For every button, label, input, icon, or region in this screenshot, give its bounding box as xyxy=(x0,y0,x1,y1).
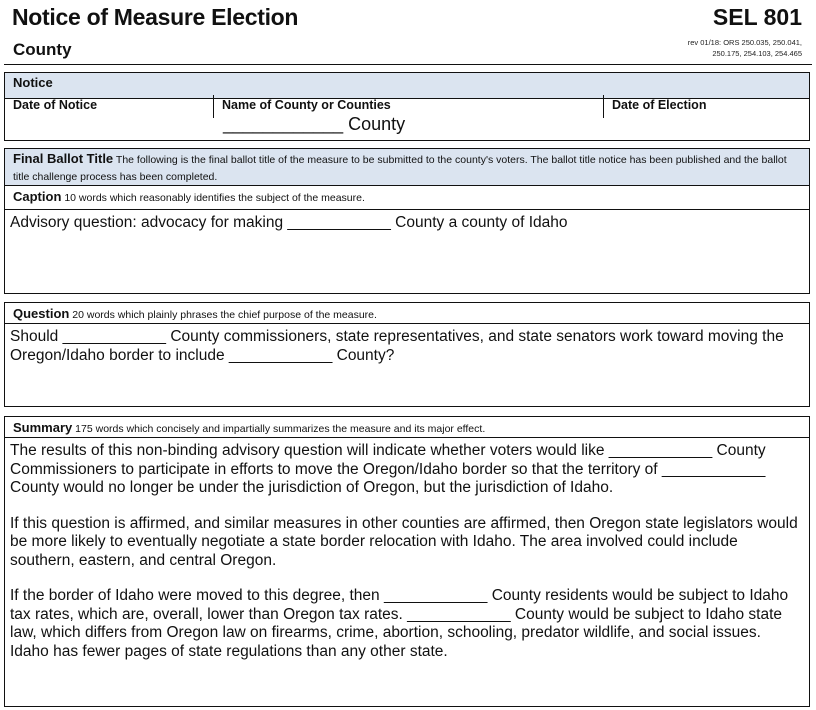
page-subtitle: County xyxy=(13,40,72,59)
date-of-notice-label: Date of Notice xyxy=(13,98,98,112)
caption-text[interactable]: Advisory question: advocacy for making ____________ County a county of Idaho xyxy=(10,214,568,231)
final-ballot-title-header xyxy=(5,149,809,186)
summary-header xyxy=(5,417,809,438)
revision-line-2: 250.175, 254.103, 254.465 xyxy=(712,49,802,58)
question-instruction: 20 words which plainly phrases the chief purpose of the measure. xyxy=(72,309,377,321)
summary-paragraph: The results of this non-binding advisory question will indicate whether voters would like ____________ County Commissioners to participate in efforts to move the Oregon/Idaho border so that the territory of ____________ County would no longer be under the jurisdiction of Oregon, but the jurisdiction of Idaho. xyxy=(10,442,766,496)
revision-note xyxy=(688,37,802,59)
caption-label: Caption xyxy=(13,189,62,204)
final-ballot-title-label: Final Ballot Title xyxy=(13,151,114,166)
header-divider xyxy=(4,64,812,65)
question-label: Question xyxy=(13,306,70,321)
summary-paragraph: If the border of Idaho were moved to this degree, then ____________ County residents would be subject to Idaho tax rates, which are, overall, lower than Oregon tax rates. ____________ County would be subject to Idaho state law, which differs from Oregon law on firearms, crime, abortion, schooling, predator wildlife, and social issues. Idaho has fewer pages of state regulations than any other state. xyxy=(10,587,789,660)
summary-label: Summary xyxy=(13,420,73,435)
final-ballot-title-section xyxy=(4,148,810,294)
summary-paragraph: If this question is affirmed, and similar measures in other counties are affirmed, then Oregon state legislators would be more likely to eventually negotiate a state border relocation with Idaho. The area involved could include southern, eastern, and central Oregon. xyxy=(10,514,798,569)
notice-header: Notice xyxy=(5,73,809,99)
question-section xyxy=(4,302,810,407)
county-name-field[interactable]: ____________ County xyxy=(223,114,406,134)
county-names-label: Name of County or Counties xyxy=(222,98,391,112)
question-header xyxy=(5,303,809,324)
caption-instruction: 10 words which reasonably identifies the subject of the measure. xyxy=(64,192,365,204)
page-title: Notice of Measure Election xyxy=(12,4,299,30)
date-of-election-label: Date of Election xyxy=(612,98,707,112)
revision-line-1: rev 01/18: ORS 250.035, 250.041, xyxy=(687,38,802,47)
form-id: SEL 801 xyxy=(712,4,802,30)
summary-instruction: 175 words which concisely and impartially summarizes the measure and its major effect. xyxy=(75,423,486,435)
final-ballot-title-description: The following is the final ballot title of the measure to be submitted to the county's voters. The ballot title notice has been published and the ballot title challenge process has been completed. xyxy=(13,154,787,183)
summary-section xyxy=(4,416,810,707)
notice-section xyxy=(4,72,810,141)
caption-header xyxy=(5,186,809,210)
question-text[interactable]: Should ____________ County commissioners, state representatives, and state senators work toward moving the Oregon/Idaho border to include ____________ County? xyxy=(10,328,784,364)
summary-text[interactable] xyxy=(5,438,809,682)
